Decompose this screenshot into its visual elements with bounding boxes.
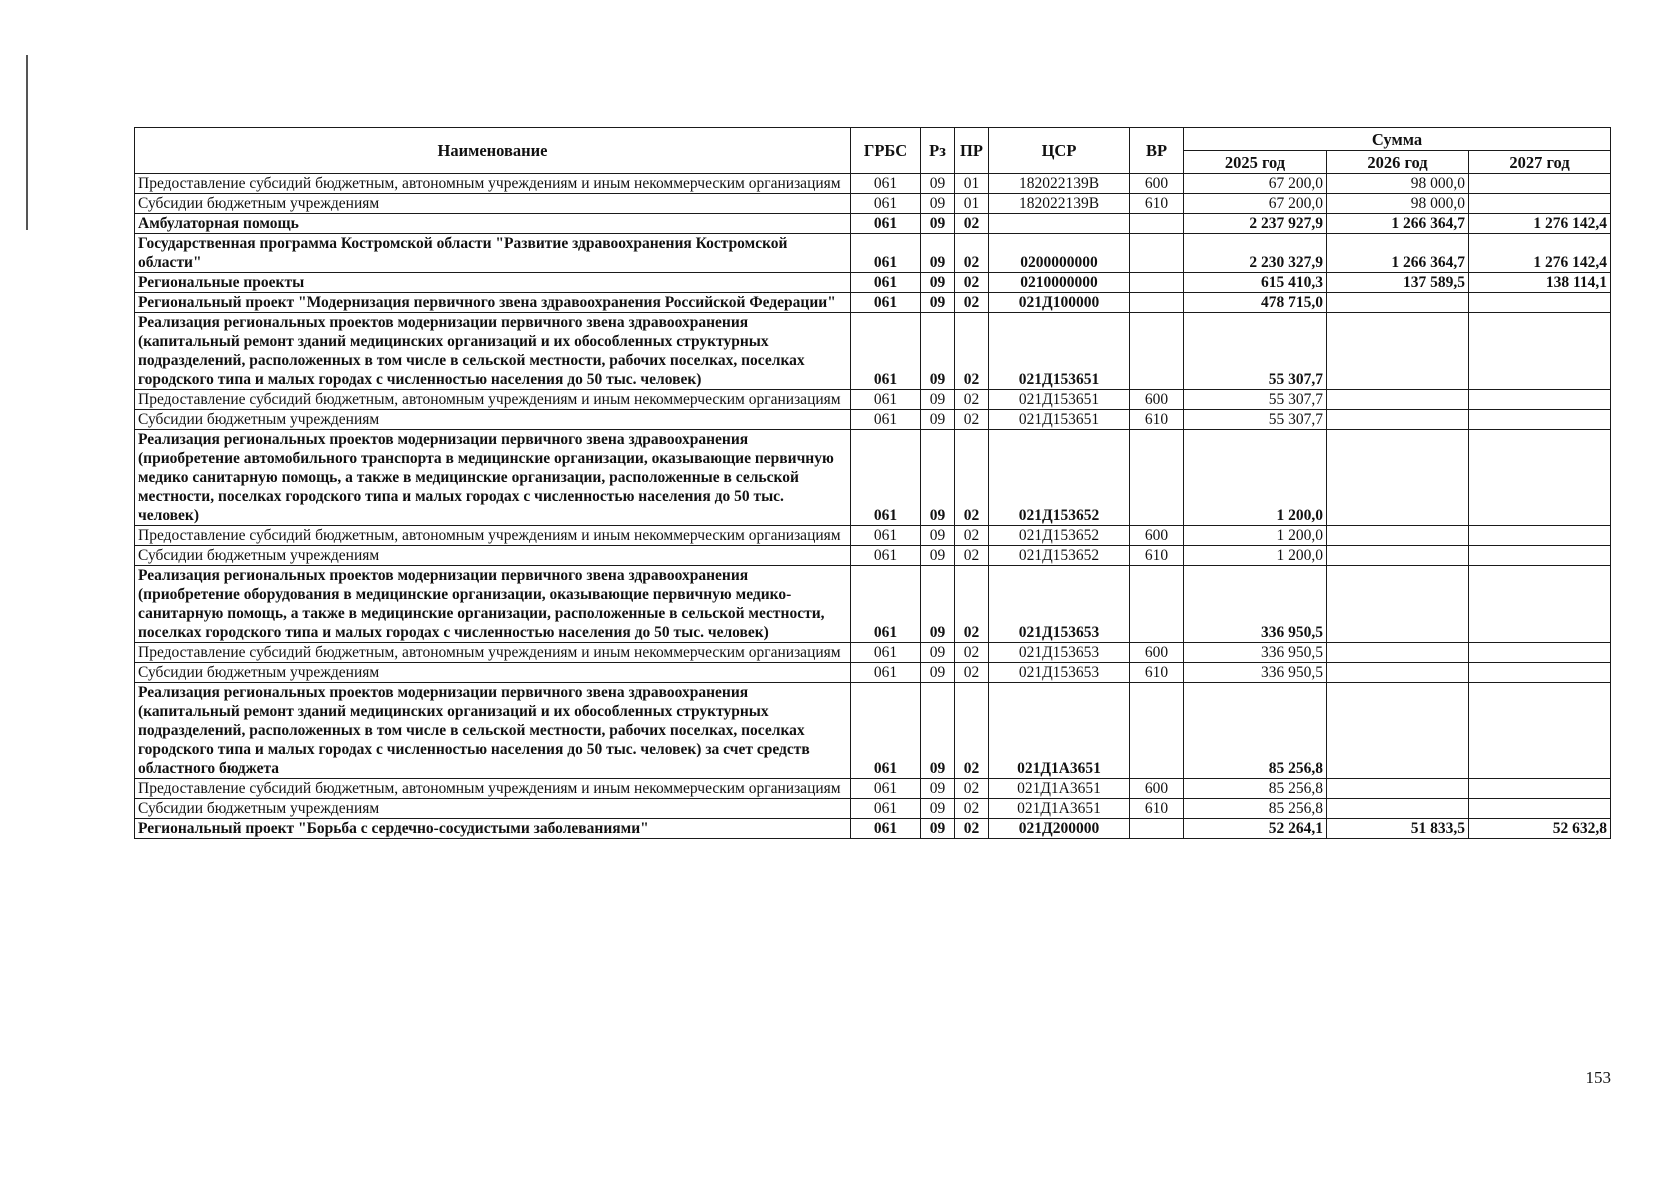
cell-pr: 02: [955, 273, 989, 293]
table-row: [135, 390, 1611, 410]
cell-pr: 02: [955, 546, 989, 566]
cell-2025: 55 307,7: [1184, 390, 1327, 410]
cell-rz: 09: [921, 214, 955, 234]
cell-name: Субсидии бюджетным учреждениям: [135, 663, 851, 683]
cell-2025: 55 307,7: [1184, 313, 1327, 390]
cell-rz: 09: [921, 174, 955, 194]
cell-name: Предоставление субсидий бюджетным, автономным учреждениям и иным некоммерческим организациям: [135, 526, 851, 546]
cell-grbs: 061: [851, 410, 921, 430]
cell-vr: 600: [1130, 526, 1184, 546]
cell-2027: [1469, 663, 1611, 683]
cell-2025: 615 410,3: [1184, 273, 1327, 293]
cell-csr: 021Д153651: [989, 390, 1130, 410]
cell-csr: 021Д1А3651: [989, 799, 1130, 819]
page-number: 153: [1585, 1068, 1611, 1087]
cell-name: Субсидии бюджетным учреждениям: [135, 194, 851, 214]
cell-rz: 09: [921, 430, 955, 526]
cell-vr: [1130, 293, 1184, 313]
cell-rz: 09: [921, 234, 955, 273]
cell-grbs: 061: [851, 546, 921, 566]
table-row: [135, 214, 1611, 234]
cell-rz: 09: [921, 779, 955, 799]
cell-pr: 02: [955, 799, 989, 819]
cell-2026: 137 589,5: [1327, 273, 1469, 293]
cell-vr: [1130, 683, 1184, 779]
cell-2026: [1327, 566, 1469, 643]
cell-2027: [1469, 526, 1611, 546]
col-header-grbs: ГРБС: [851, 128, 921, 174]
cell-pr: 02: [955, 643, 989, 663]
table-row: [135, 643, 1611, 663]
cell-name: Реализация региональных проектов модернизации первичного звена здравоохранения (приобретение оборудования в медицинские организации, оказывающие первичную медико-санитарную помощь, а также в медицинские организации, расположенные в сельской местности, поселках городского типа и малых городах с численностью населения до 50 тыс. человек): [135, 566, 851, 643]
table-row: [135, 526, 1611, 546]
budget-table: [134, 127, 1611, 839]
cell-rz: 09: [921, 663, 955, 683]
cell-csr: [989, 214, 1130, 234]
cell-vr: 610: [1130, 799, 1184, 819]
cell-vr: [1130, 819, 1184, 839]
cell-2025: 67 200,0: [1184, 194, 1327, 214]
cell-2027: [1469, 293, 1611, 313]
col-header-sum: Сумма: [1184, 128, 1611, 151]
table-row: [135, 174, 1611, 194]
cell-grbs: 061: [851, 293, 921, 313]
cell-grbs: 061: [851, 526, 921, 546]
col-header-2027: 2027 год: [1469, 151, 1611, 174]
cell-vr: 600: [1130, 779, 1184, 799]
table-row: [135, 234, 1611, 273]
cell-grbs: 061: [851, 430, 921, 526]
cell-grbs: 061: [851, 643, 921, 663]
cell-csr: 021Д153652: [989, 430, 1130, 526]
cell-name: Региональные проекты: [135, 273, 851, 293]
cell-pr: 02: [955, 410, 989, 430]
cell-vr: 610: [1130, 410, 1184, 430]
cell-2025: 85 256,8: [1184, 683, 1327, 779]
table-row: [135, 779, 1611, 799]
table-row: [135, 430, 1611, 526]
cell-csr: 021Д1А3651: [989, 779, 1130, 799]
cell-2025: 2 230 327,9: [1184, 234, 1327, 273]
cell-name: Предоставление субсидий бюджетным, автономным учреждениям и иным некоммерческим организациям: [135, 390, 851, 410]
cell-name: Субсидии бюджетным учреждениям: [135, 410, 851, 430]
cell-2027: 138 114,1: [1469, 273, 1611, 293]
cell-pr: 02: [955, 234, 989, 273]
cell-name: Реализация региональных проектов модернизации первичного звена здравоохранения (капитальный ремонт зданий медицинских организаций и их обособленных структурных подразделений, расположенных в том числе в сельской местности, рабочих поселках, поселках городского типа и малых городах с численностью населения до 50 тыс. человек): [135, 313, 851, 390]
cell-csr: 021Д153653: [989, 643, 1130, 663]
table-row: [135, 293, 1611, 313]
table-row: [135, 683, 1611, 779]
cell-2026: [1327, 410, 1469, 430]
cell-pr: 02: [955, 526, 989, 546]
cell-vr: 610: [1130, 663, 1184, 683]
cell-csr: 0210000000: [989, 273, 1130, 293]
cell-pr: 02: [955, 663, 989, 683]
cell-2027: 52 632,8: [1469, 819, 1611, 839]
cell-2027: [1469, 430, 1611, 526]
cell-rz: 09: [921, 293, 955, 313]
cell-rz: 09: [921, 819, 955, 839]
cell-2025: 1 200,0: [1184, 546, 1327, 566]
table-row: [135, 194, 1611, 214]
cell-2026: [1327, 799, 1469, 819]
cell-2025: 85 256,8: [1184, 799, 1327, 819]
col-header-pr: ПР: [955, 128, 989, 174]
cell-vr: [1130, 313, 1184, 390]
table-row: [135, 273, 1611, 293]
table-row: [135, 313, 1611, 390]
cell-rz: 09: [921, 313, 955, 390]
cell-name: Региональный проект "Борьба с сердечно-сосудистыми заболеваниями": [135, 819, 851, 839]
cell-2026: [1327, 546, 1469, 566]
cell-csr: 182022139B: [989, 194, 1130, 214]
cell-2025: 336 950,5: [1184, 643, 1327, 663]
cell-2026: [1327, 313, 1469, 390]
cell-2027: [1469, 194, 1611, 214]
cell-2027: [1469, 683, 1611, 779]
cell-name: Предоставление субсидий бюджетным, автономным учреждениям и иным некоммерческим организациям: [135, 643, 851, 663]
cell-vr: [1130, 214, 1184, 234]
cell-2027: [1469, 390, 1611, 410]
cell-pr: 01: [955, 174, 989, 194]
cell-pr: 02: [955, 430, 989, 526]
table-row: [135, 799, 1611, 819]
cell-2026: [1327, 779, 1469, 799]
col-header-name: Наименование: [135, 128, 851, 174]
cell-rz: 09: [921, 410, 955, 430]
cell-2026: 98 000,0: [1327, 174, 1469, 194]
cell-grbs: 061: [851, 194, 921, 214]
cell-vr: [1130, 566, 1184, 643]
cell-csr: 021Д153651: [989, 313, 1130, 390]
cell-csr: 021Д153652: [989, 546, 1130, 566]
cell-grbs: 061: [851, 390, 921, 410]
cell-name: Амбулаторная помощь: [135, 214, 851, 234]
cell-grbs: 061: [851, 819, 921, 839]
cell-csr: 021Д153652: [989, 526, 1130, 546]
cell-2025: 1 200,0: [1184, 430, 1327, 526]
cell-2027: [1469, 799, 1611, 819]
cell-vr: 610: [1130, 194, 1184, 214]
cell-vr: 610: [1130, 546, 1184, 566]
margin-line: [26, 55, 28, 230]
cell-2026: 1 266 364,7: [1327, 234, 1469, 273]
cell-2026: [1327, 643, 1469, 663]
cell-vr: [1130, 234, 1184, 273]
cell-2026: [1327, 683, 1469, 779]
cell-2026: 98 000,0: [1327, 194, 1469, 214]
cell-2027: [1469, 779, 1611, 799]
cell-rz: 09: [921, 546, 955, 566]
col-header-2025: 2025 год: [1184, 151, 1327, 174]
cell-2025: 67 200,0: [1184, 174, 1327, 194]
cell-rz: 09: [921, 194, 955, 214]
cell-2027: [1469, 546, 1611, 566]
cell-rz: 09: [921, 683, 955, 779]
cell-rz: 09: [921, 566, 955, 643]
cell-name: Региональный проект "Модернизация первичного звена здравоохранения Российской Федерации": [135, 293, 851, 313]
cell-2026: [1327, 390, 1469, 410]
cell-2027: 1 276 142,4: [1469, 214, 1611, 234]
cell-2025: 336 950,5: [1184, 566, 1327, 643]
cell-2025: 478 715,0: [1184, 293, 1327, 313]
cell-name: Реализация региональных проектов модернизации первичного звена здравоохранения (приобретение автомобильного транспорта в медицинские организации, оказывающие первичную медико санитарную помощь, а также в медицинские организации, расположенные в сельской местности, поселках городского типа и малых городах с численностью населения до 50 тыс. человек): [135, 430, 851, 526]
cell-vr: 600: [1130, 174, 1184, 194]
cell-vr: [1130, 273, 1184, 293]
cell-csr: 021Д100000: [989, 293, 1130, 313]
cell-pr: 02: [955, 566, 989, 643]
cell-name: Государственная программа Костромской области "Развитие здравоохранения Костромской области": [135, 234, 851, 273]
cell-2026: [1327, 430, 1469, 526]
cell-rz: 09: [921, 390, 955, 410]
cell-grbs: 061: [851, 214, 921, 234]
table-row: [135, 546, 1611, 566]
table-body: [135, 174, 1611, 839]
cell-grbs: 061: [851, 663, 921, 683]
cell-name: Субсидии бюджетным учреждениям: [135, 799, 851, 819]
cell-2026: [1327, 293, 1469, 313]
cell-grbs: 061: [851, 234, 921, 273]
cell-2025: 55 307,7: [1184, 410, 1327, 430]
table-row: [135, 819, 1611, 839]
cell-rz: 09: [921, 273, 955, 293]
cell-2025: 85 256,8: [1184, 779, 1327, 799]
budget-table-wrapper: [134, 127, 1610, 839]
cell-2027: [1469, 174, 1611, 194]
cell-name: Реализация региональных проектов модернизации первичного звена здравоохранения (капитальный ремонт зданий медицинских организаций и их обособленных структурных подразделений, расположенных в том числе в сельской местности, рабочих поселках, поселках городского типа и малых городах с численностью населения до 50 тыс. человек) за счет средств областного бюджета: [135, 683, 851, 779]
col-header-rz: Рз: [921, 128, 955, 174]
cell-2025: 336 950,5: [1184, 663, 1327, 683]
cell-name: Предоставление субсидий бюджетным, автономным учреждениям и иным некоммерческим организациям: [135, 779, 851, 799]
cell-name: Предоставление субсидий бюджетным, автономным учреждениям и иным некоммерческим организациям: [135, 174, 851, 194]
cell-rz: 09: [921, 643, 955, 663]
cell-rz: 09: [921, 799, 955, 819]
cell-grbs: 061: [851, 566, 921, 643]
cell-csr: 0200000000: [989, 234, 1130, 273]
table-row: [135, 410, 1611, 430]
cell-vr: 600: [1130, 390, 1184, 410]
cell-rz: 09: [921, 526, 955, 546]
cell-grbs: 061: [851, 174, 921, 194]
cell-pr: 02: [955, 683, 989, 779]
cell-csr: 021Д200000: [989, 819, 1130, 839]
cell-csr: 021Д153651: [989, 410, 1130, 430]
cell-grbs: 061: [851, 683, 921, 779]
table-row: [135, 566, 1611, 643]
cell-grbs: 061: [851, 779, 921, 799]
cell-pr: 02: [955, 779, 989, 799]
cell-pr: 02: [955, 819, 989, 839]
cell-pr: 01: [955, 194, 989, 214]
col-header-2026: 2026 год: [1327, 151, 1469, 174]
cell-2026: [1327, 526, 1469, 546]
cell-csr: 021Д153653: [989, 663, 1130, 683]
cell-grbs: 061: [851, 799, 921, 819]
cell-vr: 600: [1130, 643, 1184, 663]
header-row-1: [135, 128, 1611, 151]
cell-2026: 1 266 364,7: [1327, 214, 1469, 234]
cell-grbs: 061: [851, 273, 921, 293]
col-header-csr: ЦСР: [989, 128, 1130, 174]
cell-2027: [1469, 313, 1611, 390]
cell-grbs: 061: [851, 313, 921, 390]
cell-name: Субсидии бюджетным учреждениям: [135, 546, 851, 566]
cell-csr: 182022139B: [989, 174, 1130, 194]
cell-2027: [1469, 643, 1611, 663]
cell-2025: 52 264,1: [1184, 819, 1327, 839]
cell-2026: [1327, 663, 1469, 683]
table-row: [135, 663, 1611, 683]
cell-2027: [1469, 566, 1611, 643]
cell-2025: 2 237 927,9: [1184, 214, 1327, 234]
cell-2026: 51 833,5: [1327, 819, 1469, 839]
cell-csr: 021Д153653: [989, 566, 1130, 643]
cell-csr: 021Д1А3651: [989, 683, 1130, 779]
cell-pr: 02: [955, 390, 989, 410]
cell-2025: 1 200,0: [1184, 526, 1327, 546]
cell-2027: 1 276 142,4: [1469, 234, 1611, 273]
cell-pr: 02: [955, 293, 989, 313]
cell-vr: [1130, 430, 1184, 526]
cell-pr: 02: [955, 214, 989, 234]
cell-2027: [1469, 410, 1611, 430]
col-header-vr: ВР: [1130, 128, 1184, 174]
cell-pr: 02: [955, 313, 989, 390]
